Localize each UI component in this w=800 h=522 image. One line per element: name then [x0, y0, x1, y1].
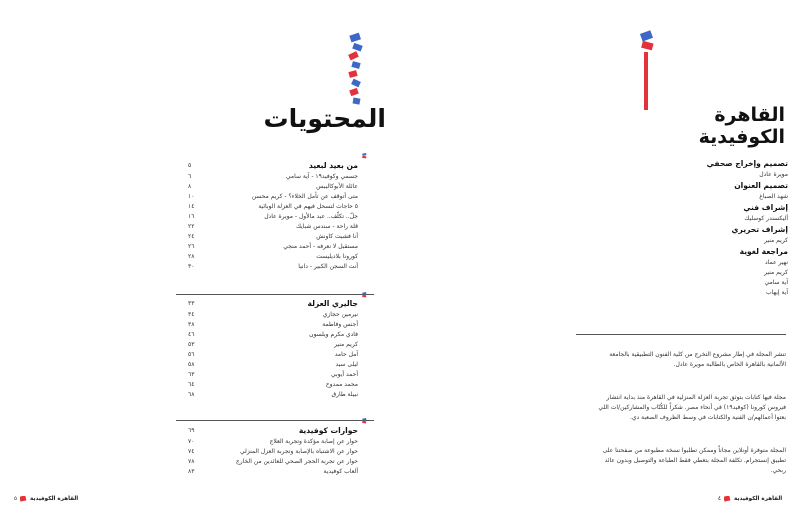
- footer-logo-icon: [20, 496, 27, 502]
- toc-row: أحمد أيوبي ٦٣: [188, 371, 358, 378]
- credit-name: أليكسندر كوسليك: [744, 215, 788, 222]
- credit-role: إشراف فني: [743, 203, 788, 212]
- toc-row: جلّ.. تكلّف.. عبد مالأول - مويرة عادل ١٦: [188, 213, 358, 220]
- toc-row: حوار عن تجربة الحجر الصحي للعائدين من الخارج ٧٨: [188, 458, 358, 465]
- toc-row: حوار عن إصابة مؤكدة وتجربة العلاج ٧٠: [188, 438, 358, 445]
- toc-row: أنا فشيت كاونش ٢٤: [188, 233, 358, 240]
- masthead-divider: [576, 334, 786, 335]
- toc-row: أجنس وفاطمة ٣٨: [188, 321, 358, 328]
- toc-section-far-away: [188, 160, 358, 272]
- toc-section-heading: جاليري العزلة ٣٣: [188, 299, 358, 308]
- toc-row: نبيلة طارق ٦٨: [188, 391, 358, 398]
- credit-role: تصميم العنوان: [734, 181, 788, 190]
- credit-role: تصميم وإخراج صحفي: [706, 159, 788, 168]
- toc-row: ٥ حاجات لتسحل فيهم في العزلة الوبائية ١٤: [188, 203, 358, 210]
- credits-list: [636, 158, 788, 298]
- toc-row: كريم منير ٥٣: [188, 341, 358, 348]
- section-marker-icon: [360, 153, 369, 159]
- intro-paragraph: تنشر المجلة في إطار مشروع التخرج من كلية الفنون التطبيقية بالجامعة الألمانية بالقاهرة الخاص بالطالبة مويرة عادل.: [609, 351, 786, 368]
- toc-row: نيرمين حجازي ٣٤: [188, 311, 358, 318]
- toc-row: ألعاب كوفيدية ٨٣: [188, 468, 358, 475]
- title-logo-mark: [340, 32, 370, 112]
- toc-row: ليلى سيد ٥٨: [188, 361, 358, 368]
- toc-section-heading: حوارات كوفيدية ٦٩: [188, 426, 358, 435]
- credit-name: شهد الصباغ: [759, 193, 788, 200]
- toc-row: عائلة الأبوكاليبس ٨: [188, 183, 358, 190]
- credit-role: مراجعة لغوية: [739, 247, 788, 256]
- footer-logo-icon: [724, 496, 731, 502]
- masthead-page: [400, 0, 800, 522]
- contents-title: المحتويات: [263, 104, 386, 133]
- section-marker-icon: [360, 292, 369, 298]
- toc-row: كورونا بلاديليست ٢٨: [188, 253, 358, 260]
- section-divider: [176, 294, 374, 295]
- toc-row: مستقبل لا نعرفه - أحمد منجي ٢٦: [188, 243, 358, 250]
- credit-name: آية سامي: [764, 279, 788, 286]
- credit-name: مويرة عادل: [759, 171, 788, 178]
- toc-row: متى أتوقف عن تأمل الخلاء؟ - كريم محسن ١٠: [188, 193, 358, 200]
- toc-section-heading: من بعيد لبعيد ٥: [188, 161, 358, 170]
- credit-name: نهير عماد: [764, 259, 788, 266]
- about-paragraph: مجلة فيها كتابات بتوثق تجربة العزلة المنزلية في القاهرة منذ بداية انتشار فيروس كورونا (كوفيد١٩) في أنحاء مصر. شكراً للكُتّاب والمشاركين/ات اللي بعتوا أعمالهم/ن الفنية والكتابات في وسط الظروف الصعبة دي.: [598, 394, 786, 421]
- toc-row: محمد ممدوح ٦٤: [188, 381, 358, 388]
- page-footer: القاهرة الكوفيدية ٥: [14, 496, 79, 502]
- section-divider: [176, 420, 374, 421]
- credit-name: كريم منير: [764, 269, 788, 276]
- masthead-logo-mark: [632, 30, 662, 115]
- toc-row: حوار عن الاشتباه بالإصابة وتجربة العزل المنزلي ٧٤: [188, 448, 358, 455]
- page-footer: القاهرة الكوفيدية ٤: [718, 496, 783, 502]
- toc-row: أنت السجن الكبير - دانيا ٣٠: [188, 263, 358, 270]
- toc-section-covid-conversations: [188, 425, 358, 477]
- credit-name: كريم منير: [764, 237, 788, 244]
- credit-role: إشراف تحريري: [731, 225, 788, 234]
- toc-row: جسمي وكوفيد١٩ - آية سامي ٦: [188, 173, 358, 180]
- toc-section-isolation-gallery: [188, 298, 358, 400]
- masthead-title: القاهرة الكوفيدية: [698, 104, 785, 148]
- section-marker-icon: [360, 418, 369, 424]
- availability-paragraph: المجلة متوفرة أونلاين مجاناً وممكن تطلبوا نسخة مطبوعة من صفحتنا على تطبيق إنستجرام. تكلفة المجلة بتغطي فقط الطباعة والتوصيل وبدون عائد ربحي.: [602, 447, 786, 474]
- toc-row: فادي مكرم ويلسون ٤٦: [188, 331, 358, 338]
- toc-row: قلة راحة - سندس شبايك ٢٢: [188, 223, 358, 230]
- credit-name: آية إيهاب: [765, 289, 788, 296]
- toc-row: آمل حامد ٥٦: [188, 351, 358, 358]
